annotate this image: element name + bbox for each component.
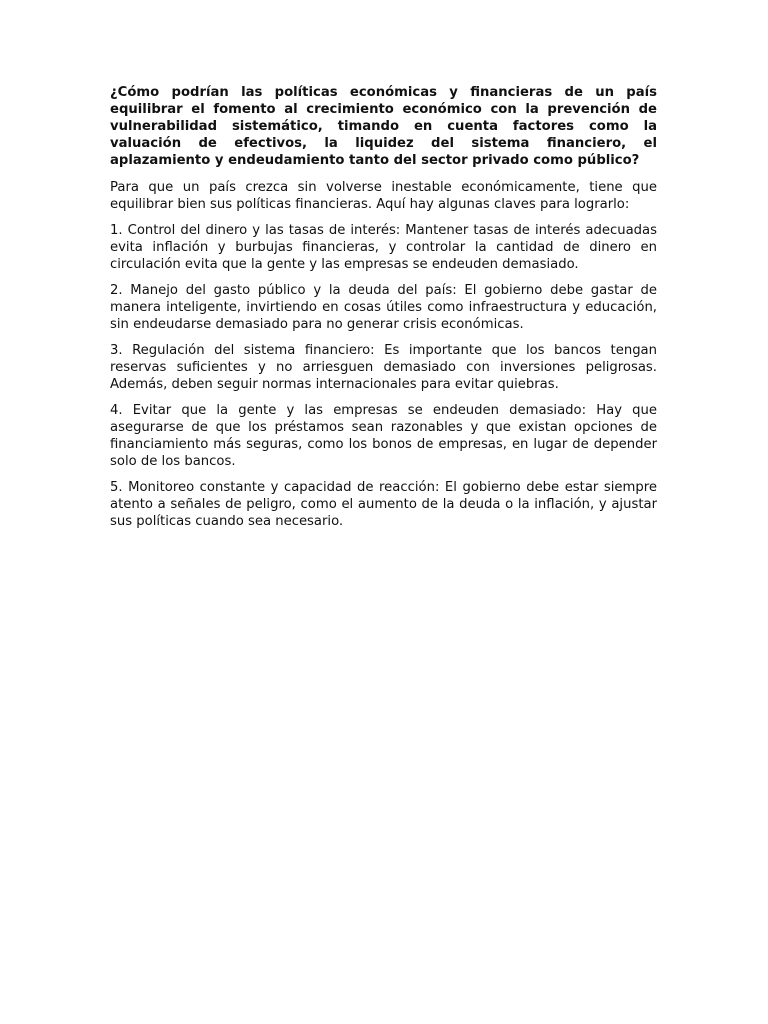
point-3-paragraph: 3. Regulación del sistema financiero: Es importante que los bancos tengan reservas suficientes y no arriesguen demasiado con inversiones peligrosas. Además, deben seguir normas internacionales para evitar quiebras. xyxy=(110,343,657,392)
point-1-paragraph: 1. Control del dinero y las tasas de interés: Mantener tasas de interés adecuadas evita inflación y burbujas financieras, y controlar la cantidad de dinero en circulación evita que la gente y las empresas se endeuden demasiado. xyxy=(110,223,657,272)
document-page xyxy=(110,84,657,539)
point-5-paragraph: 5. Monitoreo constante y capacidad de reacción: El gobierno debe estar siempre atento a señales de peligro, como el aumento de la deuda o la inflación, y ajustar sus políticas cuando sea necesario. xyxy=(110,480,657,529)
point-4-paragraph: 4. Evitar que la gente y las empresas se endeuden demasiado: Hay que asegurarse de que los préstamos sean razonables y que existan opciones de financiamiento más seguras, como los bonos de empresas, en lugar de depender solo de los bancos. xyxy=(110,403,657,469)
intro-paragraph: Para que un país crezca sin volverse inestable económicamente, tiene que equilibrar bien sus políticas financieras. Aquí hay algunas claves para lograrlo: xyxy=(110,180,657,212)
question-heading: ¿Cómo podrían las políticas económicas y financieras de un país equilibrar el fomento al crecimiento económico con la prevención de vulnerabilidad sistemático, timando en cuenta factores como la valuación de efectivos, la liquidez del sistema financiero, el aplazamiento y endeudamiento tanto del sector privado como público? xyxy=(110,85,657,168)
point-2-paragraph: 2. Manejo del gasto público y la deuda del país: El gobierno debe gastar de manera inteligente, invirtiendo en cosas útiles como infraestructura y educación, sin endeudarse demasiado para no generar crisis económicas. xyxy=(110,283,657,332)
